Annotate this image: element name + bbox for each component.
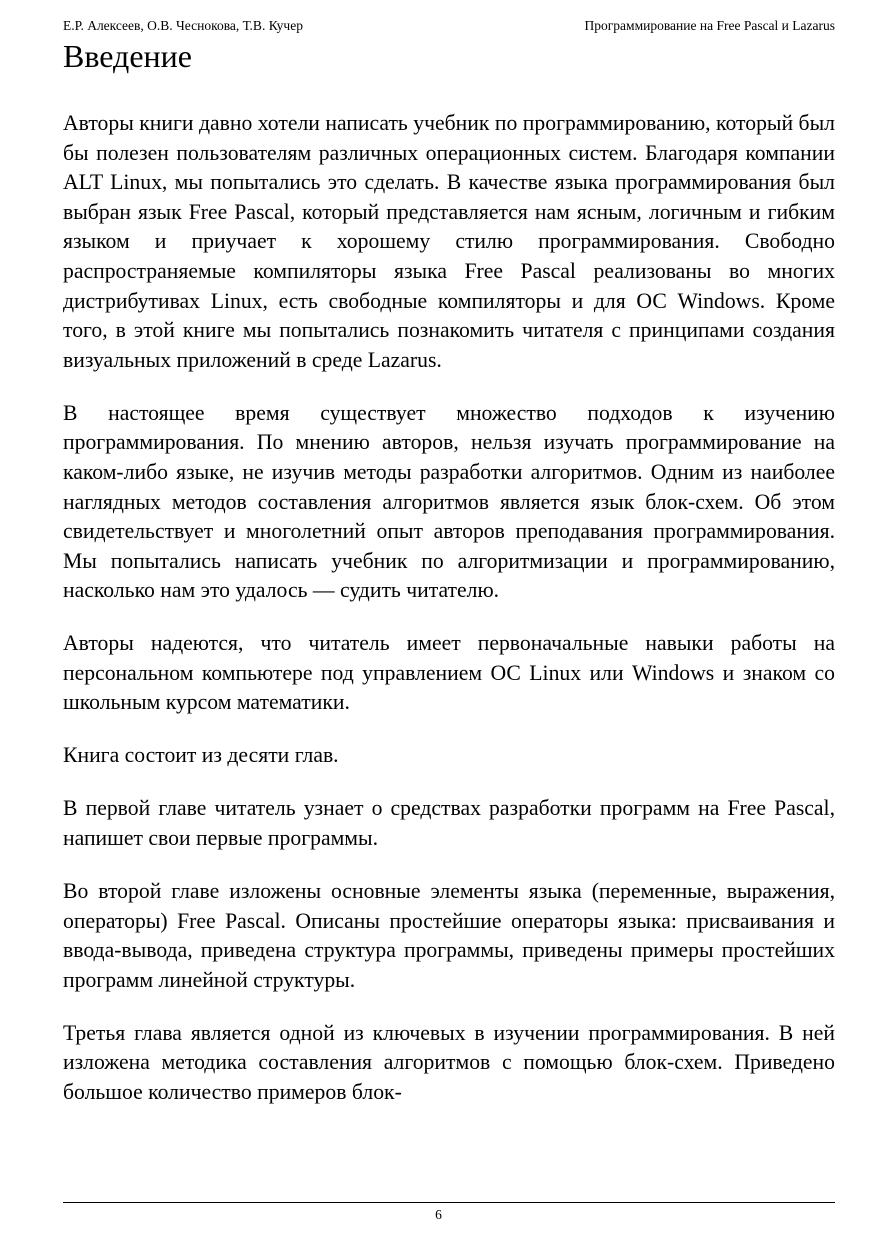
page-header	[63, 17, 835, 35]
paragraph: Авторы надеются, что читатель имеет первоначальные навыки работы на персональном компьютере под управлением ОС Linux или Windows и знаком со школьным курсом математики.	[63, 631, 835, 715]
paragraph: Во второй главе изложены основные элементы языка (переменные, выражения, операторы) Free Pascal. Описаны простейшие операторы языка: присваивания и ввода-вывода, приведена структура программы, приведены примеры простейших программ линейной структуры.	[63, 879, 835, 992]
header-authors: Е.Р. Алексеев, О.В. Чеснокова, Т.В. Кучер	[63, 18, 303, 33]
paragraph: Третья глава является одной из ключевых в изучении программирования. В ней изложена методика составления алгоритмов с помощью блок-схем. Приведено большое количество примеров блок-	[63, 1020, 835, 1104]
page-number: 6	[435, 1207, 442, 1222]
body-text	[63, 109, 835, 1131]
paragraph: В первой главе читатель узнает о средствах разработки программ на Free Pascal, напишет свои первые программы.	[63, 796, 835, 851]
paragraph: Книга состоит из десяти глав.	[63, 743, 339, 768]
paragraph: В настоящее время существует множество подходов к изучению программирования. По мнению авторов, нельзя изучать программирование на каком-либо языке, не изучив методы разработки алгоритмов. Одним из наиболее наглядных методов составления алгоритмов является язык блок-схем. Об этом свидетельствует и многолетний опыт авторов преподавания программирования. Мы попытались написать учебник по алгоритмизации и программированию, насколько нам это удалось — судить читателю.	[63, 400, 835, 603]
page-title: Введение	[63, 38, 192, 74]
header-book-title: Программирование на Free Pascal и Lazarus	[584, 18, 835, 33]
paragraph: Авторы книги давно хотели написать учебник по программированию, который был бы полезен пользователям различных операционных систем. Благодаря компании ALT Linux, мы попытались это сделать. В качестве языка программирования был выбран язык Free Pascal, который представляется нам ясным, логичным и гибким языком и приучает к хорошему стилю программирования. Свободно распространяемые компиляторы языка Free Pascal реализованы во многих дистрибутивах Linux, есть свободные компиляторы и для ОС Windows. Кроме того, в этой книге мы попытались познакомить читателя с принципами создания визуальных приложений в среде Lazarus.	[63, 111, 835, 372]
footer-divider	[63, 1202, 835, 1203]
